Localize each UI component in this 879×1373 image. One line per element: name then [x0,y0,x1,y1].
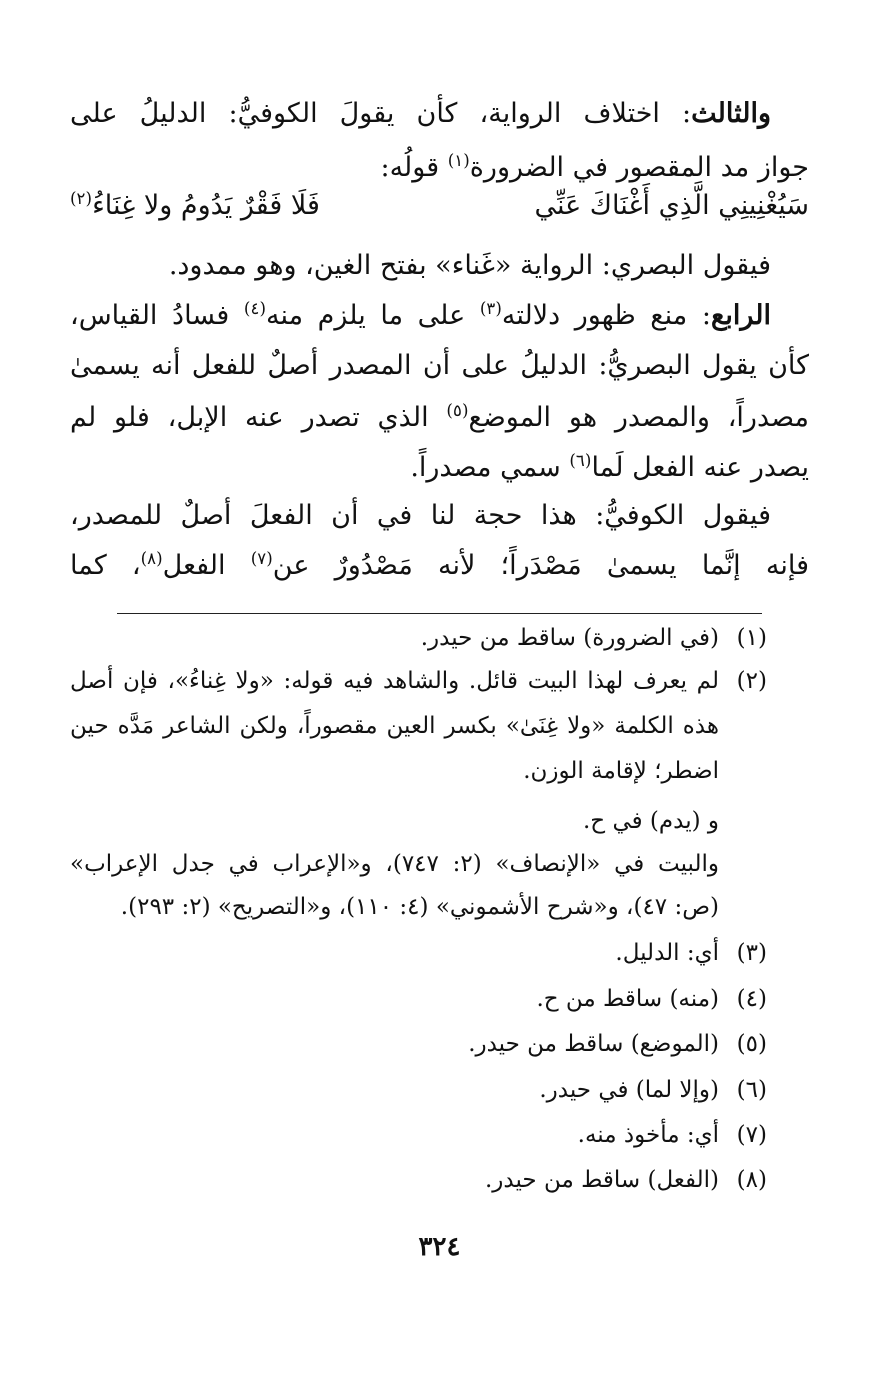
footnote-ref-7: (٧) [250,548,273,568]
footnote-2-line-2: هذه الكلمة «ولا غِنَىٰ» بكسر العين مقصوراً، ولكن الشاعر مَدَّه حين [70,713,719,739]
para-fourth-text-b: على ما يلزم منه [265,300,480,331]
footnote-ref-2: (٢) [70,188,93,208]
footnote-3-number: (٣) [736,940,767,966]
footnote-ref-1: (١) [447,150,470,170]
footnote-2-number: (٢) [736,668,767,694]
footnote-ref-4: (٤) [243,298,266,318]
verse-second-hemistich [70,190,320,221]
para-kufi-line-1: فيقول الكوفيُّ: هذا حجة لنا في أن الفعلَ أصلٌ للمصدر، [70,500,771,531]
footnote-8-number: (٨) [736,1167,767,1193]
verse-first-hemistich: سَيُغْنِينِي الَّذِي أَغْنَاكَ عَنِّي [534,190,809,221]
para-third-text-2: جواز مد المقصور في الضرورة [469,152,809,183]
footnote-4-number: (٤) [736,986,767,1012]
footnote-1-text: (في الضرورة) ساقط من حيدر. [420,625,719,651]
para-fourth-text-e: الذي تصدر عنه الإبل، فلو لم [70,402,447,433]
para-third-line-2 [70,152,809,183]
footnote-ref-8: (٨) [140,548,163,568]
footnote-ref-3: (٣) [479,298,502,318]
footnote-1-number: (١) [736,625,767,651]
footnote-2-line-1: لم يعرف لهذا البيت قائل. والشاهد فيه قوله: «ولا غِناءُ»، فإن أصل [70,668,719,694]
para-fourth-line-2: كأن يقول البصريُّ: الدليلُ على أن المصدر أصلٌ للفعل أنه يسمىٰ [70,350,809,381]
para-kufi-text-c: ، كما [70,550,141,581]
footnote-separator [117,613,762,614]
footnote-ref-6: (٦) [569,450,592,470]
footnote-5-number: (٥) [736,1031,767,1057]
poetry-verse [70,190,809,221]
para-third-label: والثالث [691,98,771,129]
page-number: ٣٢٤ [418,1232,461,1262]
para-third-text-3: قولُه: [380,152,448,183]
para-kufi-text-b: الفعل [162,550,251,581]
para-fourth-text-c: فسادُ القياس، [70,300,244,331]
para-kufi-line-2 [70,550,809,581]
footnote-7-number: (٧) [736,1122,767,1148]
footnote-8-text: (الفعل) ساقط من حيدر. [484,1167,719,1193]
para-fourth-line-1 [70,300,771,331]
para-fourth-line-3 [70,402,809,433]
footnote-2-line-4: و (يدم) في ح. [582,808,719,834]
para-fourth-text-a: : منع ظهور دلالته [501,300,711,331]
footnote-7-text: أي: مأخوذ منه. [577,1122,719,1148]
para-basri-reply: فيقول البصري: الرواية «غَناء» بفتح الغين، وهو ممدود. [168,250,771,281]
footnote-2-line-3: اضطر؛ لإقامة الوزن. [523,758,719,784]
footnote-5-text: (الموضع) ساقط من حيدر. [468,1031,719,1057]
footnote-6-text: (وإلا لما) في حيدر. [539,1077,719,1103]
footnote-4-text: (منه) ساقط من ح. [536,986,719,1012]
footnote-2-line-5: والبيت في «الإنصاف» (٢: ٧٤٧)، و«الإعراب في جدل الإعراب» [70,851,719,877]
verse-second-text: فَلَا فَقْرٌ يَدُومُ ولا غِنَاءُ [92,190,320,221]
para-third-line-1 [70,98,771,129]
footnote-2-line-6: (ص: ٤٧)، و«شرح الأشموني» (٤: ١١٠)، و«التصريح» (٢: ٢٩٣). [120,894,719,920]
footnote-3-text: أي: الدليل. [615,940,719,966]
para-kufi-text-a: فإنه إنَّما يسمىٰ مَصْدَراً؛ لأنه مَصْدُورٌ عن [272,550,809,581]
para-fourth-text-f: يصدر عنه الفعل لَما [591,452,809,483]
para-fourth-line-4 [70,452,809,483]
footnote-ref-5: (٥) [446,400,469,420]
footnote-6-number: (٦) [736,1077,767,1103]
para-fourth-text-g: سمي مصدراً. [410,452,570,483]
para-fourth-text-d: مصدراً، والمصدر هو الموضع [468,402,810,433]
para-fourth-label: الرابع [710,300,771,331]
para-third-text: : اختلاف الرواية، كأن يقولَ الكوفيُّ: الدليلُ على [70,98,692,129]
